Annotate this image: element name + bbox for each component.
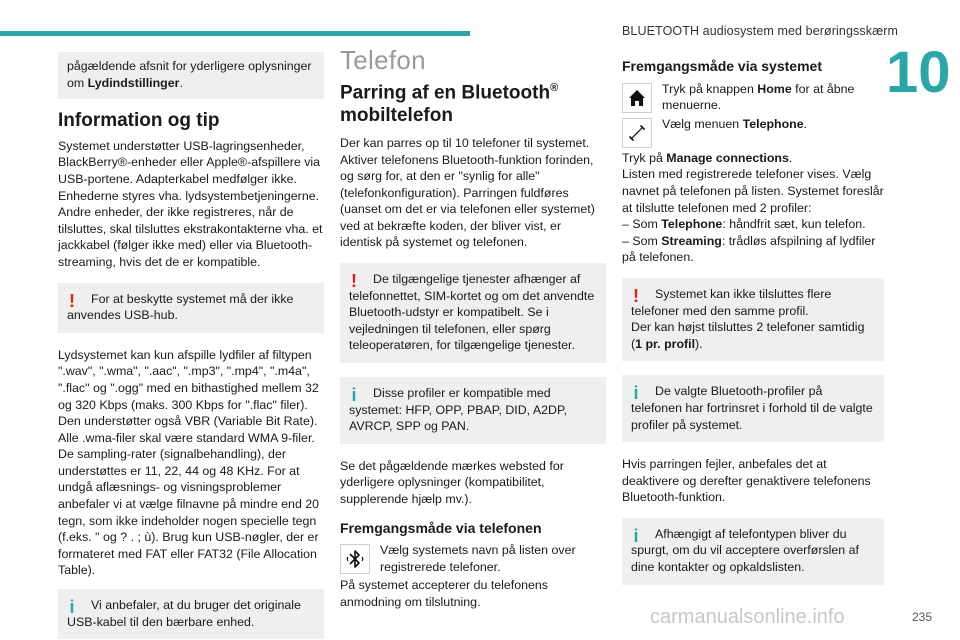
chapter-title-telefon: Telefon bbox=[340, 45, 426, 75]
warning-box-usb-hub: ! For at beskytte systemet må der ikke anvendes USB-hub. bbox=[58, 283, 324, 333]
info-box-contacts-transfer: i Afhængigt af telefontypen bliver du spurgt, om du vil acceptere overførslen af dine kontakter og opkaldslisten. bbox=[622, 518, 884, 585]
step-home-button: Tryk på knappen Home for at åbne menuerne. bbox=[622, 81, 884, 114]
info-box-usb-cable: i Vi anbefaler, at du bruger det originale USB-kabel til den bærbare enhed. bbox=[58, 589, 324, 639]
column-2 bbox=[340, 45, 606, 623]
bluetooth-icon bbox=[340, 544, 370, 574]
column-1 bbox=[58, 52, 324, 640]
continuation-box: pågældende afsnit for yderligere oplysninger om Lydindstillinger. bbox=[58, 52, 324, 99]
watermark: carmanualsonline.info bbox=[650, 606, 845, 628]
paragraph-usb-support: Systemet understøtter USB-lagringsenheder, BlackBerry®-enheder eller Apple®-afspillere via USB-portene. Adapterkabel medfølger ikke. Enhederne styres vha. lydsystembetjeningerne. Andre enheder, der ikke registreres, når de tilsluttes, skal tilsluttes ekstrakontakterne vha. et jackkabel (følger ikke med) eller via Bluetooth-streaming, hvis det de er kompatible. bbox=[58, 138, 323, 269]
warning-box-multiple-phones: ! Systemet kan ikke tilsluttes flere telefoner med den samme profil. Der kan højst tilsluttes 2 telefoner samtidig (1 pr. profil). bbox=[622, 278, 884, 361]
section-title-info-tips: Information og tip bbox=[58, 110, 220, 132]
chapter-number: 10 bbox=[886, 40, 951, 105]
info-box-profiles: i Disse profiler er kompatible med systemet: HFP, OPP, PBAP, DID, A2DP, AVRCP, SPP og PAN. bbox=[340, 377, 606, 444]
paragraph-manage-connections: Tryk på Manage connections. Listen med registrerede telefoner vises. Vælg navnet på telefonen på listen. Systemet foreslår at tilslutte telefonen med 2 profiler: bbox=[622, 150, 884, 215]
info-icon: i bbox=[69, 597, 75, 618]
info-icon: i bbox=[633, 383, 639, 404]
step-title-via-phone: Fremgangsmåde via telefonen bbox=[340, 519, 542, 536]
header-title: BLUETOOTH audiosystem med berøringsskærm bbox=[622, 24, 899, 38]
dash-item-streaming: – Som Streaming: trådløs afspilning af lydfiler på telefonen. bbox=[622, 233, 876, 265]
page-number: 235 bbox=[912, 610, 933, 624]
dash-item-telephone: – Som Telephone: håndfrit sæt, kun telefon. bbox=[622, 217, 866, 232]
warning-box-services: ! De tilgængelige tjenester afhænger af telefonnettet, SIM-kortet og om det anvendte Bluetooth-udstyr er kompatibelt. Se i vejledningen til telefonen, eller spørg teleoperatøren, for tilgængelige tjenester. bbox=[340, 263, 606, 363]
column-3 bbox=[622, 52, 884, 599]
paragraph-pairing: Der kan parres op til 10 telefoner til systemet. Aktiver telefonens Bluetooth-funktion forinden, og sørg for, at den er "synlig for alle" (telefonkonfiguration). Parringen fuldføres (uanset om det er via telefonen eller systemet) ved at bekræfte koden, der bliver vist, er identisk på systemet og telefonen. bbox=[340, 135, 595, 250]
step-telephone-menu: Vælg menuen Telephone. bbox=[622, 116, 884, 148]
info-box-profile-priority: i De valgte Bluetooth-profiler på telefonen har fortrinsret i forhold til de valgte profiler på systemet. bbox=[622, 375, 884, 442]
step-select-system-name: Vælg systemets navn på listen over registrerede telefoner. bbox=[340, 542, 606, 575]
paragraph-accept-request: På systemet accepterer du telefonens anmodning om tilslutning. bbox=[340, 578, 549, 609]
header-accent-bar bbox=[0, 31, 470, 36]
step-title-via-system: Fremgangsmåde via systemet bbox=[622, 58, 822, 74]
warning-icon: ! bbox=[69, 290, 75, 311]
home-icon bbox=[622, 83, 652, 113]
info-icon: i bbox=[351, 385, 357, 406]
info-icon: i bbox=[633, 525, 639, 546]
warning-icon: ! bbox=[351, 271, 357, 292]
phone-handset-icon bbox=[622, 118, 652, 148]
warning-icon: ! bbox=[633, 285, 639, 306]
paragraph-website: Se det pågældende mærkes websted for yderligere oplysninger (kompatibilitet, supplerende hjælp mv.). bbox=[340, 458, 564, 507]
paragraph-pairing-fails: Hvis parringen fejler, anbefales det at deaktivere og derefter genaktivere telefonens Bluetooth-funktion. bbox=[622, 457, 871, 505]
subsection-title-pairing: Parring af en Bluetooth® mobiltelefon bbox=[340, 81, 559, 126]
paragraph-file-formats: Lydsystemet kan kun afspille lydfiler af filtypen ".wav", ".wma", ".aac", ".mp3", ".mp4", ".m4a", ".flac" og ".ogg" med en bithastighed mellem 32 og 320 Kbps (maks. 300 Kbps for ".flac" filer). Den understøtter også VBR (Variable Bit Rate). Alle .wma-filer skal være standard WMA 9-filer. De sampling-rater (signalbehandling), der understøttes er 11, 22, 44 og 48 KHz. For at undgå aflæsnings- og visningsproblemer anbefaler vi at vælge filnavne på mindre end 20 tegn, som ikke indeholder nogen specielle tegn (f.eks. " og ? . ; ù). Brug kun USB-nøgler, der er formateret med FAT eller FAT32 (File Allocation Table). bbox=[58, 347, 320, 578]
